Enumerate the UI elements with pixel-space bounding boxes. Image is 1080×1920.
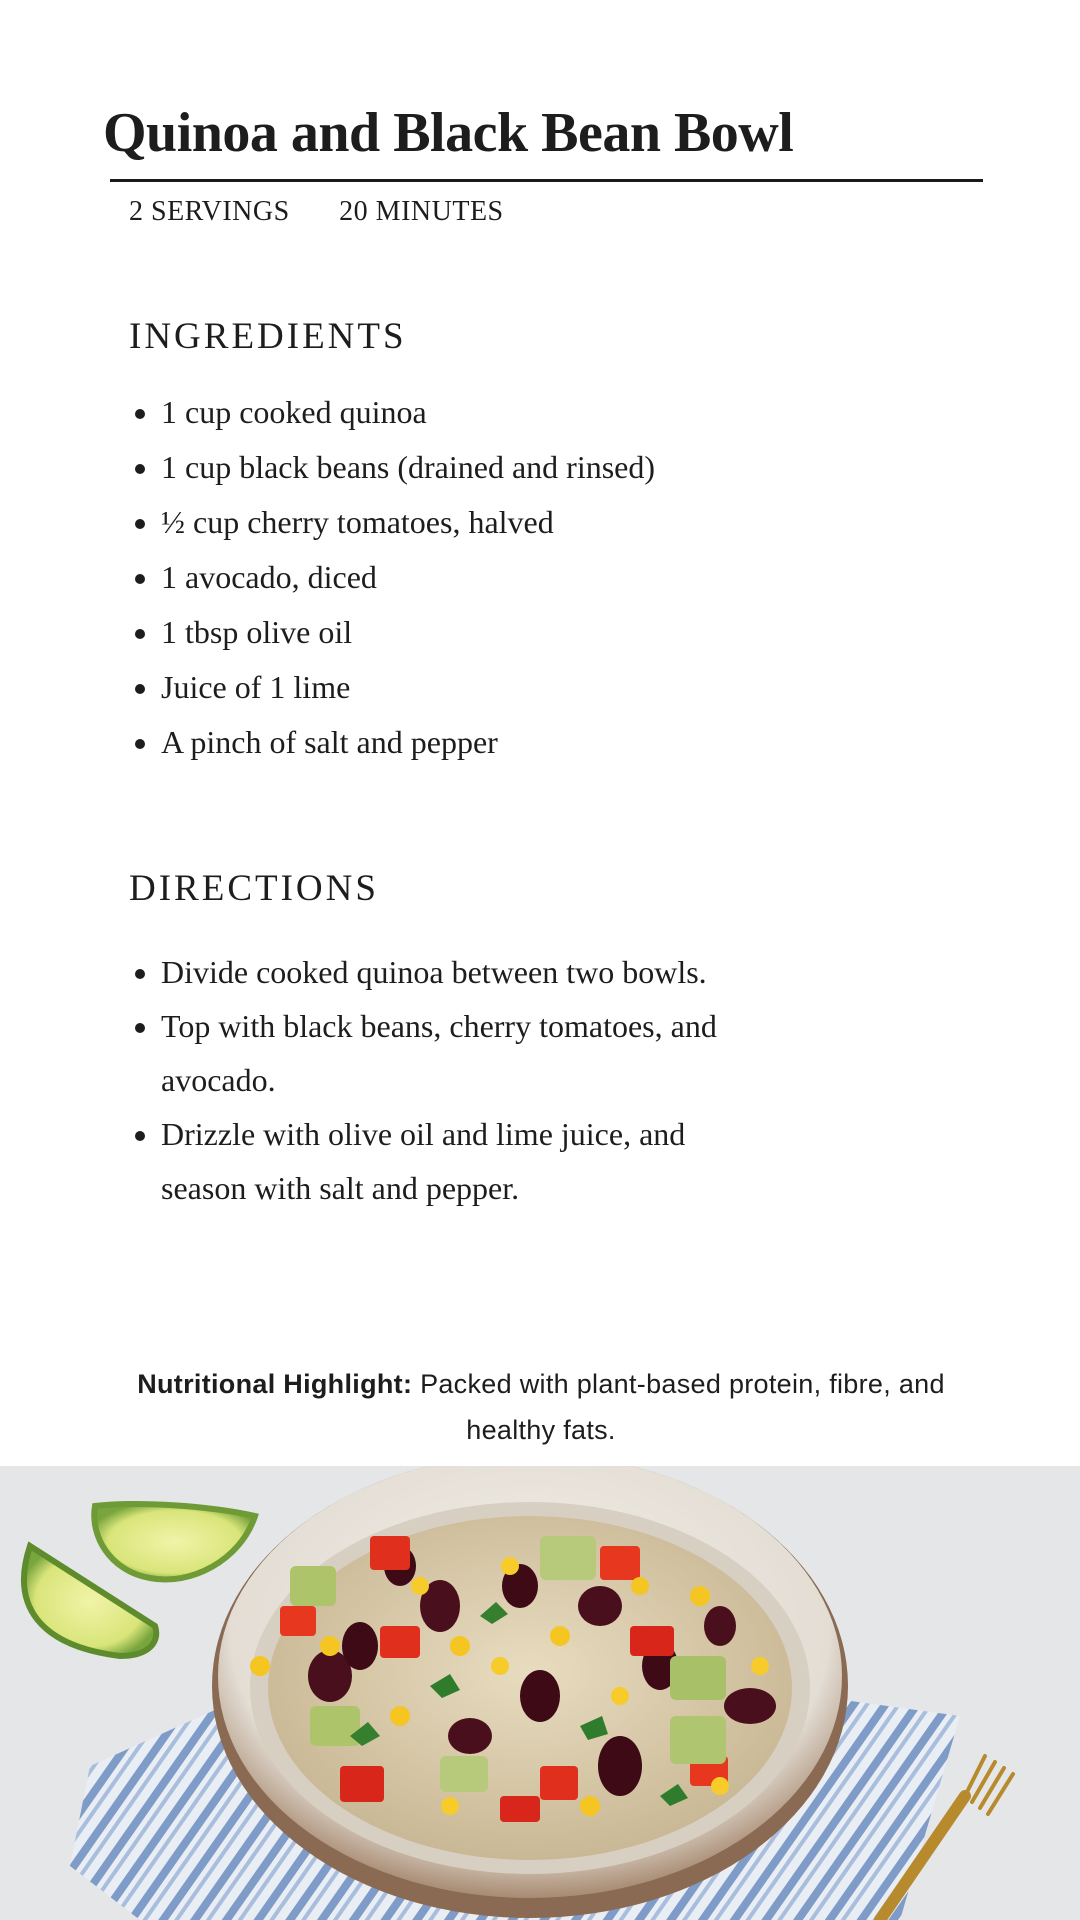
ingredient-item: • 1 avocado, diced [161,550,881,605]
nutrition-label: Nutritional Highlight: [137,1369,413,1399]
direction-step: • Drizzle with olive oil and lime juice, and season with salt and pepper. [161,1107,721,1215]
ingredient-item: • Juice of 1 lime [161,660,881,715]
ingredient-item: • ½ cup cherry tomatoes, halved [161,495,881,550]
recipe-title: Quinoa and Black Bean Bowl [103,102,794,164]
ingredient-item: • 1 cup cooked quinoa [161,385,881,440]
directions-heading: DIRECTIONS [129,868,379,909]
ingredient-item: • 1 cup black beans (drained and rinsed) [161,440,881,495]
direction-step: • Top with black beans, cherry tomatoes, and avocado. [161,999,721,1107]
ingredient-item: • A pinch of salt and pepper [161,715,881,770]
food-photo [0,1466,1080,1920]
direction-step: • Divide cooked quinoa between two bowls. [161,945,721,999]
nutrition-highlight [120,1361,962,1453]
time-label: 20 MINUTES [339,196,504,227]
directions-list [161,945,721,1215]
servings-label: 2 SERVINGS [129,196,290,227]
title-divider [110,179,983,182]
ingredients-list [161,385,881,770]
ingredient-item: • 1 tbsp olive oil [161,605,881,660]
nutrition-text: Packed with plant-based protein, fibre, and healthy fats. [420,1369,945,1445]
recipe-meta [129,196,504,228]
ingredients-heading: INGREDIENTS [129,316,407,357]
